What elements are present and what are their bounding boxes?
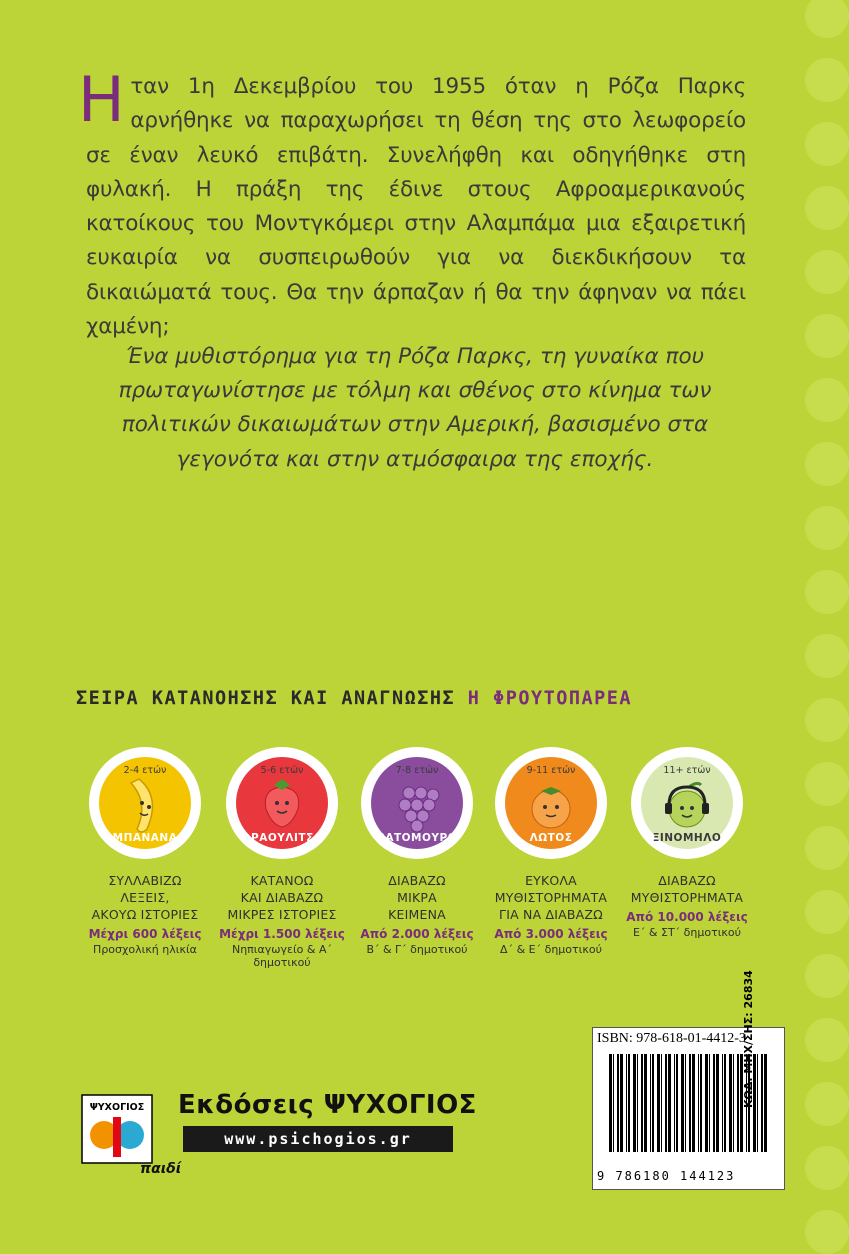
barcode-bar	[724, 1054, 726, 1152]
isbn-text: ISBN: 978-618-01-4412-3	[597, 1031, 746, 1046]
level-title-line: ΜΥΘΙΣΤΟΡΗΜΑΤΑ	[494, 890, 608, 905]
badge-fruit-name: ΛΩΤΟΣ	[529, 832, 573, 844]
badge-fruit-name: ΜΠΑΝΑΝΑ	[112, 832, 178, 844]
badge-banana	[89, 747, 201, 859]
level-words: Μέχρι 600 λέξεις	[88, 927, 202, 941]
barcode-bar	[665, 1054, 667, 1152]
drop-cap: Η	[78, 63, 125, 136]
barcode-bar	[733, 1054, 734, 1152]
level-title-line: ΑΚΟΥΩ ΙΣΤΟΡΙΕΣ	[91, 907, 199, 922]
level-title-line: ΔΙΑΒΑΖΩ	[388, 873, 446, 888]
series-title-text: ΣΕΙΡΑ ΚΑΤΑΝΟΗΣΗΣ ΚΑΙ ΑΝΑΓΝΩΣΗΣ	[76, 688, 456, 709]
barcode-bar	[681, 1054, 684, 1152]
barcode-bar	[650, 1054, 651, 1152]
badge-fruit-name: ΒΑΤΟΜΟΥΡΟ	[376, 832, 458, 844]
publisher-logo	[80, 1087, 182, 1177]
barcode-bar	[633, 1054, 636, 1152]
barcode-bar	[761, 1054, 763, 1152]
publisher-name: Εκδόσεις ΨΥΧΟΓΙΟΣ	[178, 1090, 477, 1120]
badge-lotus	[495, 747, 607, 859]
level-words: Μέχρι 1.500 λέξεις	[219, 927, 345, 941]
barcode-bar	[641, 1054, 643, 1152]
level-title-line: ΛΕΞΕΙΣ,	[120, 890, 170, 905]
barcode-bar	[685, 1054, 686, 1152]
barcode-bar	[668, 1054, 671, 1152]
barcode-bar	[689, 1054, 691, 1152]
level-title-line: ΔΙΑΒΑΖΩ	[658, 873, 716, 888]
level-grade: Δ΄ & Ε΄ δημοτικού	[500, 943, 602, 956]
series-title	[76, 688, 756, 709]
badge-quince	[631, 747, 743, 859]
level-title-line: ΜΥΘΙΣΤΟΡΗΜΑΤΑ	[630, 890, 744, 905]
badge-fruit-name: ΦΡΑΟΥΛΙΤΣΑ	[241, 832, 323, 844]
level-title-line: ΜΙΚΡΕΣ ΙΣΤΟΡΙΕΣ	[227, 907, 337, 922]
level-title-line: ΚΕΙΜΕΝΑ	[388, 907, 446, 922]
svg-text:ΨΥΧΟΓΙΟΣ: ΨΥΧΟΓΙΟΣ	[89, 1102, 145, 1113]
barcode-bar	[674, 1054, 675, 1152]
barcode-bar	[737, 1054, 739, 1152]
level-title-line: ΜΙΚΡΑ	[397, 890, 437, 905]
publisher-url[interactable]: www.psichogios.gr	[183, 1126, 453, 1152]
level-title-line: ΕΥΚΟΛΑ	[525, 873, 577, 888]
badge-fruit-name: ΞΙΝΟΜΗΛΟ	[652, 832, 722, 844]
barcode-bar	[652, 1054, 654, 1152]
badge-strawberry	[226, 747, 338, 859]
barcode-bar	[692, 1054, 695, 1152]
level-title-line: ΚΑΤΑΝΟΩ	[250, 873, 314, 888]
book-description	[78, 63, 746, 344]
barcode-bar	[657, 1054, 660, 1152]
barcode-number: 9 786180 144123	[597, 1169, 736, 1183]
barcode-bar	[676, 1054, 678, 1152]
badge-age: 9-11 ετών	[526, 765, 576, 776]
level-grade: Νηπιαγωγείο & Α΄ δημοτικού	[231, 943, 333, 969]
badge-age: 5-6 ετών	[260, 765, 304, 776]
barcode-bar	[709, 1054, 710, 1152]
level-info-lotus	[476, 872, 626, 956]
level-words: Από 10.000 λέξεις	[626, 910, 748, 924]
level-title-line: ΓΙΑ ΝΑ ΔΙΑΒΑΖΩ	[499, 907, 603, 922]
barcode-bar	[613, 1054, 614, 1152]
barcode-bar	[713, 1054, 715, 1152]
barcode-bar	[661, 1054, 662, 1152]
level-info-strawberry	[207, 872, 357, 969]
level-words: Από 3.000 λέξεις	[494, 927, 608, 941]
barcode-bar	[757, 1054, 758, 1152]
level-info-blackberry	[342, 872, 492, 956]
barcode-bar	[729, 1054, 732, 1152]
series-title-highlight: Η ΦΡΟΥΤΟΠΑΡΕΑ	[467, 688, 633, 709]
barcode-bar	[637, 1054, 638, 1152]
product-code: ΚΩΔ. ΜΗΧ/ΣΗΣ: 26834	[742, 970, 755, 1108]
barcode-bar	[698, 1054, 699, 1152]
level-grade: Προσχολική ηλικία	[93, 943, 197, 956]
level-title-line: ΣΥΛΛΑΒΙΖΩ	[108, 873, 182, 888]
barcode-bar	[700, 1054, 702, 1152]
svg-text:παιδί: παιδί	[140, 1161, 182, 1177]
badge-blackberry	[361, 747, 473, 859]
level-grade: Β΄ & Γ΄ δημοτικού	[366, 943, 468, 956]
level-grade: Ε΄ & ΣΤ΄ δημοτικού	[632, 926, 742, 939]
level-info-quince	[612, 872, 762, 939]
description-text: ταν 1η Δεκεμβρίου του 1955 όταν η Ρόζα Παρκς αρνήθηκε να παραχωρήσει τη θέση της στο λεωφορείο σε έναν λευκό επιβάτη. Συνελήφθη και οδηγήθηκε στη φυλακή. Η πράξη της έδινε στους Αφροαμερικανούς κατοίκους του Μοντγκόμερι στην Αλαμπάμα μια εξαιρετική ευκαιρία να συσπειρωθούν για να διεκδικήσουν τα δικαιώματά τους. Θα την άρπαζαν ή θα την άφηναν να πάει χαμένη;	[86, 74, 746, 340]
book-tagline: Ένα μυθιστόρημα για τη Ρόζα Παρκς, τη γυναίκα που πρωταγωνίστησε με τόλμη και σθένος στο κίνημα των πολιτικών δικαιωμάτων στην Αμερική, βασισμένο στα γεγονότα και στην ατμόσφαιρα της εποχής.	[118, 344, 712, 472]
level-info-banana	[70, 872, 220, 956]
badge-age: 7-8 ετών	[395, 765, 439, 776]
barcode-bar	[626, 1054, 627, 1152]
barcode-bar	[722, 1054, 723, 1152]
barcode-bar	[617, 1054, 619, 1152]
level-words: Από 2.000 λέξεις	[360, 927, 474, 941]
barcode-bar	[705, 1054, 708, 1152]
badge-age: 2-4 ετών	[123, 765, 167, 776]
barcode-bar	[764, 1054, 767, 1152]
barcode-bar	[609, 1054, 612, 1152]
barcode-bar	[644, 1054, 647, 1152]
barcode-box	[592, 1027, 785, 1190]
barcode-bar	[628, 1054, 630, 1152]
badge-age: 11+ ετών	[663, 765, 711, 776]
barcode-bar	[620, 1054, 623, 1152]
level-title-line: ΚΑΙ ΔΙΑΒΑΖΩ	[240, 890, 324, 905]
barcode-bar	[716, 1054, 719, 1152]
